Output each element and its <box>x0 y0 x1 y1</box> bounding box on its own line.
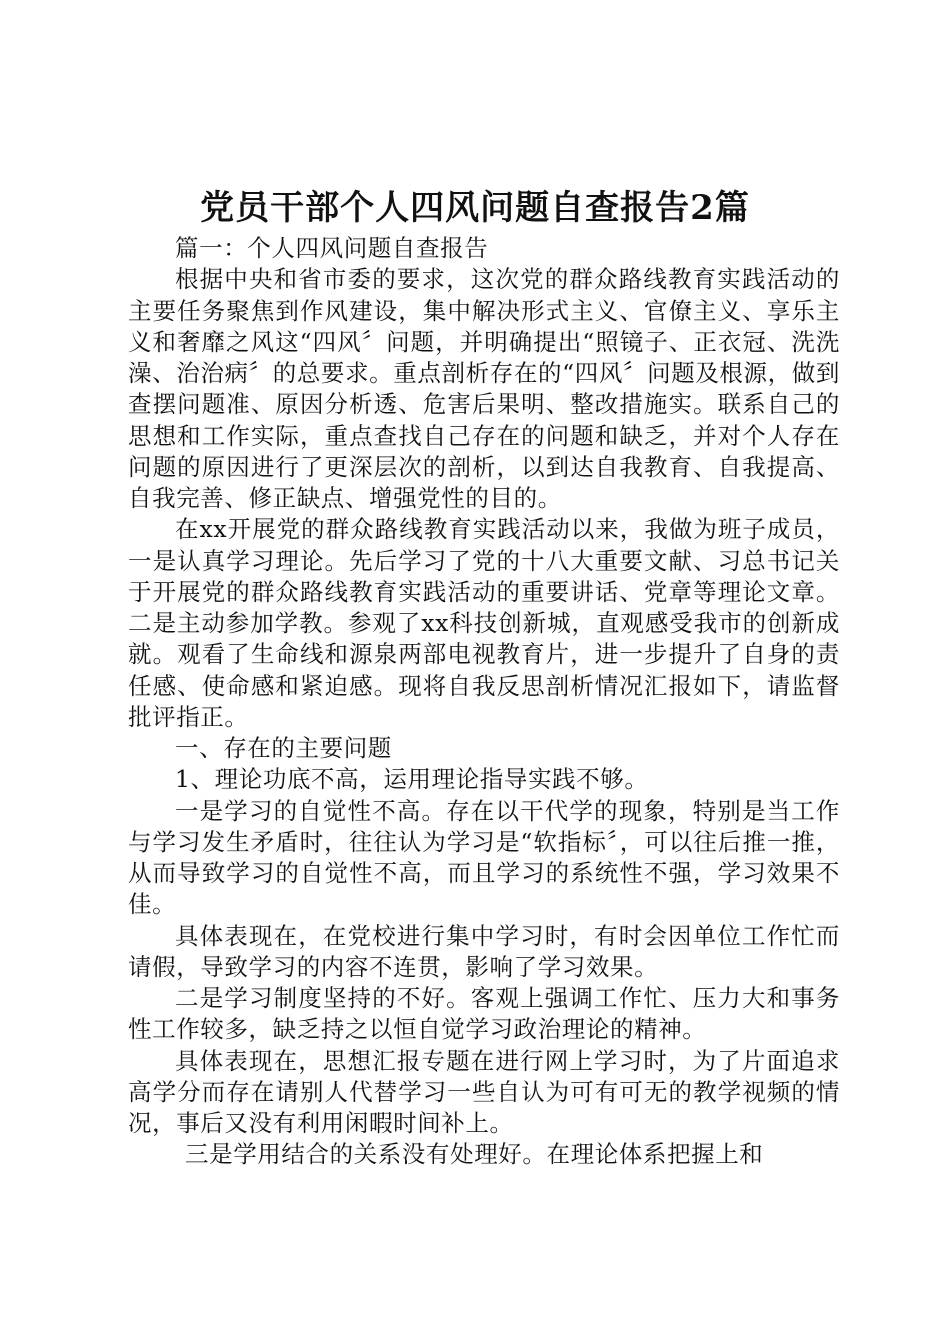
paragraph-detail-1: 具体表现在，在党校进行集中学习时，有时会因单位工作忙而请假，导致学习的内容不连贯，影响了学习效果。 <box>128 921 840 981</box>
paragraph-detail-2: 具体表现在，思想汇报专题在进行网上学习时，为了片面追求高学分而存在请别人代替学习一些自认为可有可无的教学视频的情况，事后又没有利用闲暇时间补上。 <box>128 1046 840 1137</box>
paragraph-point-2: 二是学习制度坚持的不好。客观上强调工作忙、压力大和事务性工作较多，缺乏持之以恒自觉学习政治理论的精神。 <box>128 984 840 1044</box>
paragraph-intro: 根据中央和省市委的要求，这次党的群众路线教育实践活动的主要任务聚焦到作风建设，集中解决形式主义、官僚主义、享乐主义和奢靡之风这“四风〞问题，并明确提出“照镜子、正衣冠、洗洗澡、治治病〞的总要求。重点剖析存在的“四风〞问题及根源，做到查摆问题准、原因分析透、危害后果明、整改措施实。联系自己的思想和工作实际，重点查找自己存在的问题和缺乏，并对个人存在问题的原因进行了更深层次的剖析，以到达自我教育、自我提高、自我完善、修正缺点、增强党性的目的。 <box>128 265 840 512</box>
document-body <box>128 233 840 1171</box>
paragraph-section-heading: 篇一：个人四风问题自查报告 <box>175 234 489 262</box>
paragraph-activities: 在xx开展党的群众路线教育实践活动以来，我做为班子成员，一是认真学习理论。先后学习了党的十八大重要文献、习总书记关于开展党的群众路线教育实践活动的重要讲话、党章等理论文章。二是主动参加学教。参观了xx科技创新城，直观感受我市的创新成就。观看了生命线和源泉两部电视教育片，进一步提升了自身的责任感、使命感和紧迫感。现将自我反思剖析情况汇报如下，请监督批评指正。 <box>128 515 840 731</box>
paragraph-problems-heading: 一、存在的主要问题 <box>175 734 392 762</box>
paragraph-point-1: 一是学习的自觉性不高。存在以干代学的现象，特别是当工作与学习发生矛盾时，往往认为学习是“软指标〞，可以往后推一推，从而导致学习的自觉性不高，而且学习的系统性不强，学习效果不佳。 <box>128 796 840 919</box>
document-title: 党员干部个人四风问题自查报告2篇 <box>200 188 750 228</box>
paragraph-problem-1: 1、理论功底不高，运用理论指导实践不够。 <box>175 765 649 794</box>
paragraph-point-3: 三是学用结合的关系没有处理好。在理论体系把握上和 <box>185 1140 764 1169</box>
